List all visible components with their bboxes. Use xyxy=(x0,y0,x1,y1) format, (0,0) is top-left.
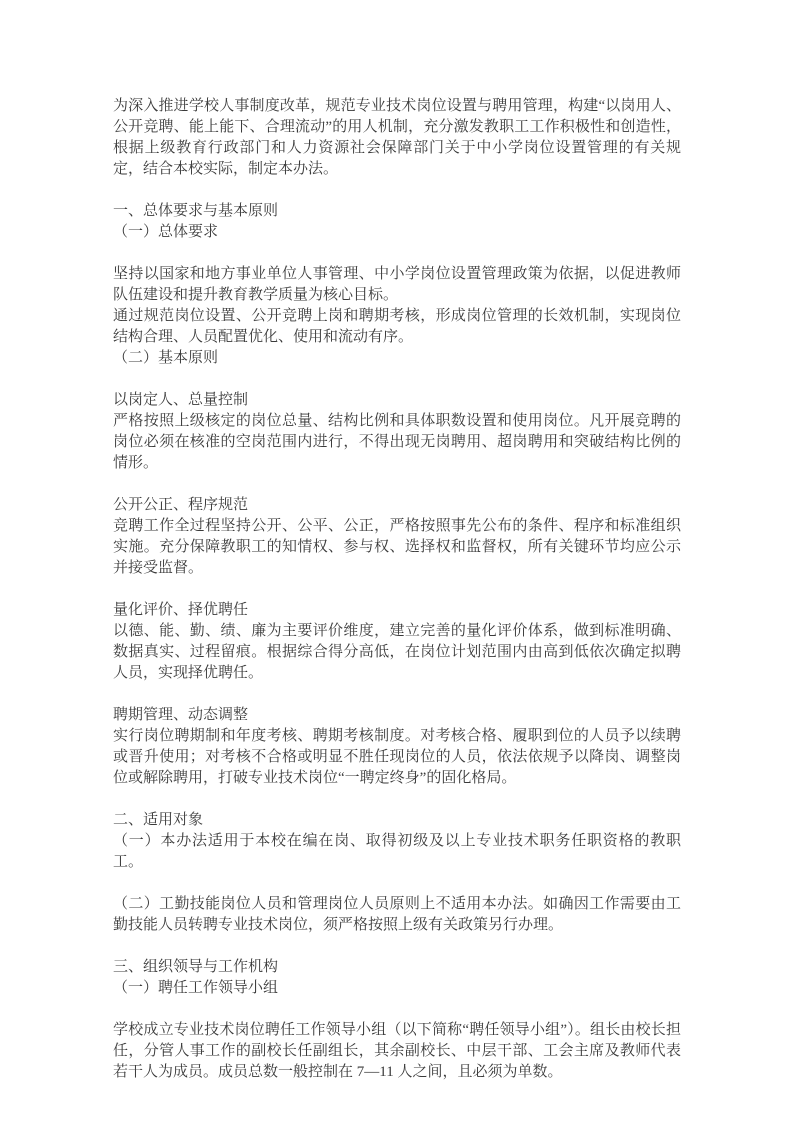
body-paragraph: （一）本办法适用于本校在编在岗、取得初级及以上专业技术职务任职资格的教职工。 xyxy=(113,833,681,870)
section-heading-organization-leadership: 三、组织领导与工作机构 xyxy=(113,959,279,975)
principle-title-paragraph: 聘期管理、动态调整 xyxy=(113,707,249,723)
body-paragraph: 竞聘工作全过程坚持公开、公平、公正，严格按照事先公布的条件、程序和标准组织实施。充分保障教职工的知情权、参与权、选择权和监督权，所有关键环节均应公示并接受监督。 xyxy=(113,518,681,576)
body-paragraph: 严格按照上级核定的岗位总量、结构比例和具体职数设置和使用岗位。凡开展竞聘的岗位必须在核准的空岗范围内进行，不得出现无岗聘用、超岗聘用和突破结构比例的情形。 xyxy=(113,413,681,471)
body-paragraph: 以德、能、勤、绩、廉为主要评价维度，建立完善的量化评价体系，做到标准明确、数据真实、过程留痕。根据综合得分高低，在岗位计划范围内由高到低依次确定拟聘人员，实现择优聘任。 xyxy=(113,623,681,681)
subsection-heading-leading-group: （一）聘任工作领导小组 xyxy=(113,980,279,996)
principle-title-paragraph: 以岗定人、总量控制 xyxy=(113,392,249,408)
section-heading-overall-requirements: 一、总体要求与基本原则 xyxy=(113,203,279,219)
body-paragraph: 通过规范岗位设置、公开竞聘上岗和聘期考核，形成岗位管理的长效机制，实现岗位结构合理、人员配置优化、使用和流动有序。 xyxy=(113,308,681,345)
section-heading-applicable-targets: 二、适用对象 xyxy=(113,812,204,828)
principle-title-paragraph: 量化评价、择优聘任 xyxy=(113,602,249,618)
body-paragraph: （二）工勤技能岗位人员和管理岗位人员原则上不适用本办法。如确因工作需要由工勤技能人员转聘专业技术岗位，须严格按照上级有关政策另行办理。 xyxy=(113,896,681,933)
subsection-heading-basic-principles: （二）基本原则 xyxy=(113,350,219,366)
body-paragraph: 坚持以国家和地方事业单位人事管理、中小学岗位设置管理政策为依据，以促进教师队伍建设和提升教育教学质量为核心目标。 xyxy=(113,266,681,303)
document-text-body xyxy=(113,96,681,1083)
principle-title-paragraph: 公开公正、程序规范 xyxy=(113,497,249,513)
body-paragraph: 实行岗位聘期制和年度考核、聘期考核制度。对考核合格、履职到位的人员予以续聘或晋升使用；对考核不合格或明显不胜任现岗位的人员，依法依规予以降岗、调整岗位或解除聘用，打破专业技术岗位“一聘定终身”的固化格局。 xyxy=(113,728,681,786)
intro-paragraph: 为深入推进学校人事制度改革，规范专业技术岗位设置与聘用管理，构建“以岗用人、公开竞聘、能上能下、合理流动”的用人机制，充分激发教职工工作积极性和创造性，根据上级教育行政部门和人力资源社会保障部门关于中小学岗位设置管理的有关规定，结合本校实际，制定本办法。 xyxy=(113,98,681,177)
subsection-heading-overall-requirements: （一）总体要求 xyxy=(113,224,219,240)
body-paragraph: 学校成立专业技术岗位聘任工作领导小组（以下简称“聘任领导小组”）。组长由校长担任，分管人事工作的副校长任副组长，其余副校长、中层干部、工会主席及教师代表若干人为成员。成员总数一般控制在 7—11 人之间，且必须为单数。 xyxy=(113,1022,681,1080)
